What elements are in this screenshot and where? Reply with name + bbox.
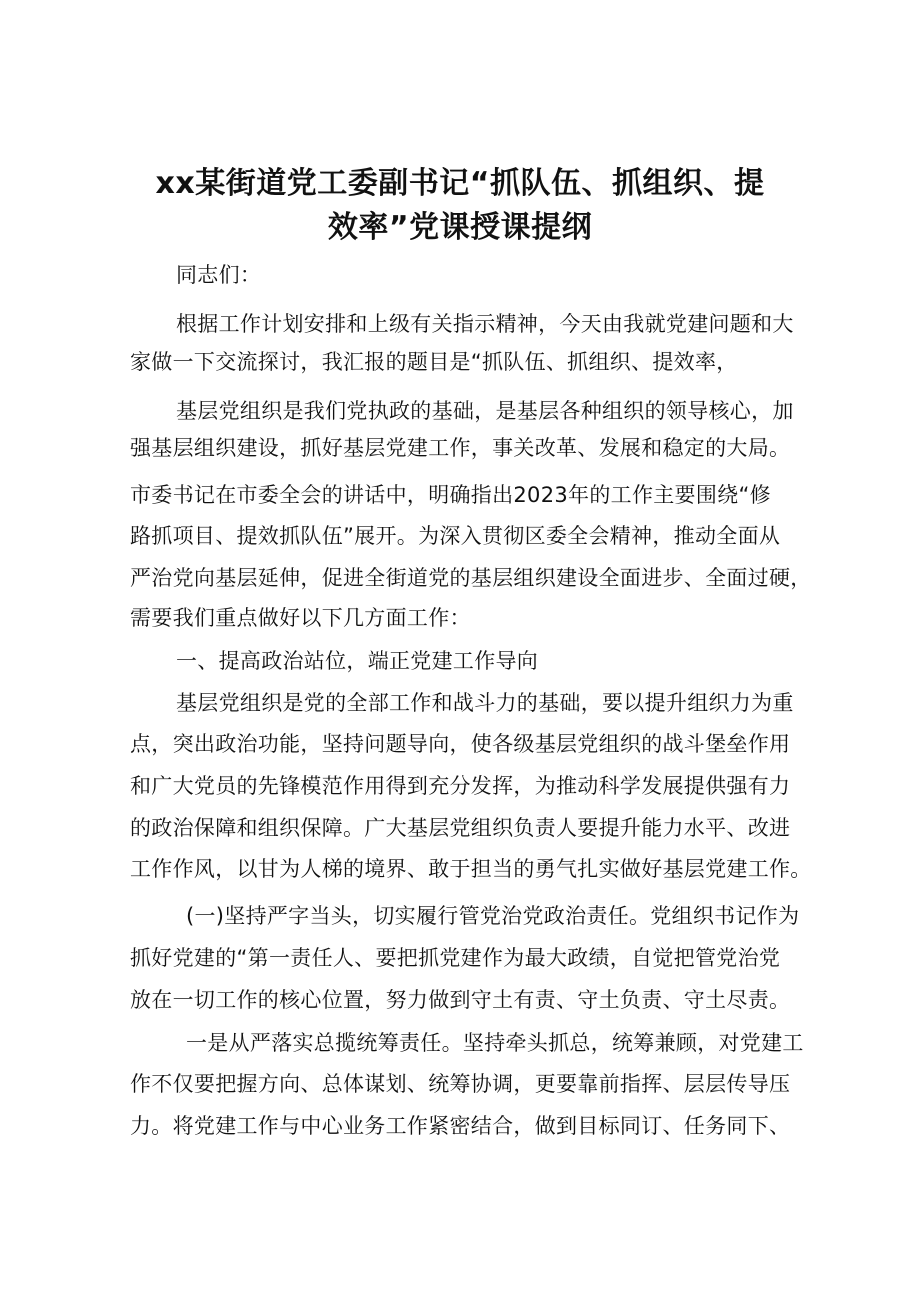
- paragraph-line: 严治党向基层延伸，促进全街道党的基层组织建设全面进步、全面过硬，: [130, 566, 812, 590]
- paragraph-line: 基层党组织是我们党执政的基础，是基层各种组织的领导核心，加: [176, 399, 794, 423]
- paragraph-line: 强基层组织建设，抓好基层党建工作，事关改革、发展和稳定的大局。: [130, 436, 791, 460]
- document-title-line-2: 效率”党课授课提纲: [327, 210, 593, 245]
- paragraph-line: 市委书记在市委全会的讲话中，明确指出2023年的工作主要围绕“修: [130, 483, 771, 507]
- subsection-line: (一)坚持严字当头，切实履行管党治党政治责任。党组织书记作为: [186, 904, 800, 928]
- paragraph-line: 根据工作计划安排和上级有关指示精神，今天由我就党建问题和大: [176, 312, 794, 336]
- paragraph-line: 工作作风，以甘为人梯的境界、敢于担当的勇气扎实做好基层党建工作。: [130, 857, 812, 881]
- paragraph-line: 作不仅要把握方向、总体谋划、统筹协调，更要靠前指挥、层层传导压: [130, 1072, 791, 1096]
- paragraph-line: 力。将党建工作与中心业务工作紧密结合，做到目标同订、任务同下、: [130, 1114, 791, 1138]
- paragraph-line: 放在一切工作的核心位置，努力做到守土有责、守土负责、守土尽责。: [130, 988, 791, 1012]
- paragraph-line: 点，突出政治功能，坚持问题导向，使各级基层党组织的战斗堡垒作用: [130, 732, 791, 756]
- paragraph-line: 一是从严落实总揽统筹责任。坚持牵头抓总，统筹兼顾，对党建工: [186, 1031, 804, 1055]
- paragraph-line: 和广大党员的先锋模范作用得到充分发挥，为推动科学发展提供强有力: [130, 774, 791, 798]
- paragraph-line: 的政治保障和组织保障。广大基层党组织负责人要提升能力水平、改进: [130, 816, 791, 840]
- section-heading: 一、提高政治站位，端正党建工作导向: [176, 649, 539, 673]
- document-title-line-1: xx某街道党工委副书记“抓队伍、抓组织、提: [155, 166, 765, 201]
- salutation: 同志们：: [176, 263, 262, 287]
- paragraph-line: 路抓项目、提效抓队伍”展开。为深入贯彻区委全会精神，推动全面从: [130, 524, 781, 548]
- paragraph-line: 需要我们重点做好以下几方面工作：: [130, 606, 471, 630]
- paragraph-line: 家做一下交流探讨，我汇报的题目是“抓队伍、抓组织、提效率，: [130, 350, 738, 374]
- paragraph-line: 基层党组织是党的全部工作和战斗力的基础，要以提升组织力为重: [176, 691, 794, 715]
- paragraph-line: 抓好党建的“第一责任人、要把抓党建作为最大政绩，自觉把管党治党: [130, 946, 781, 970]
